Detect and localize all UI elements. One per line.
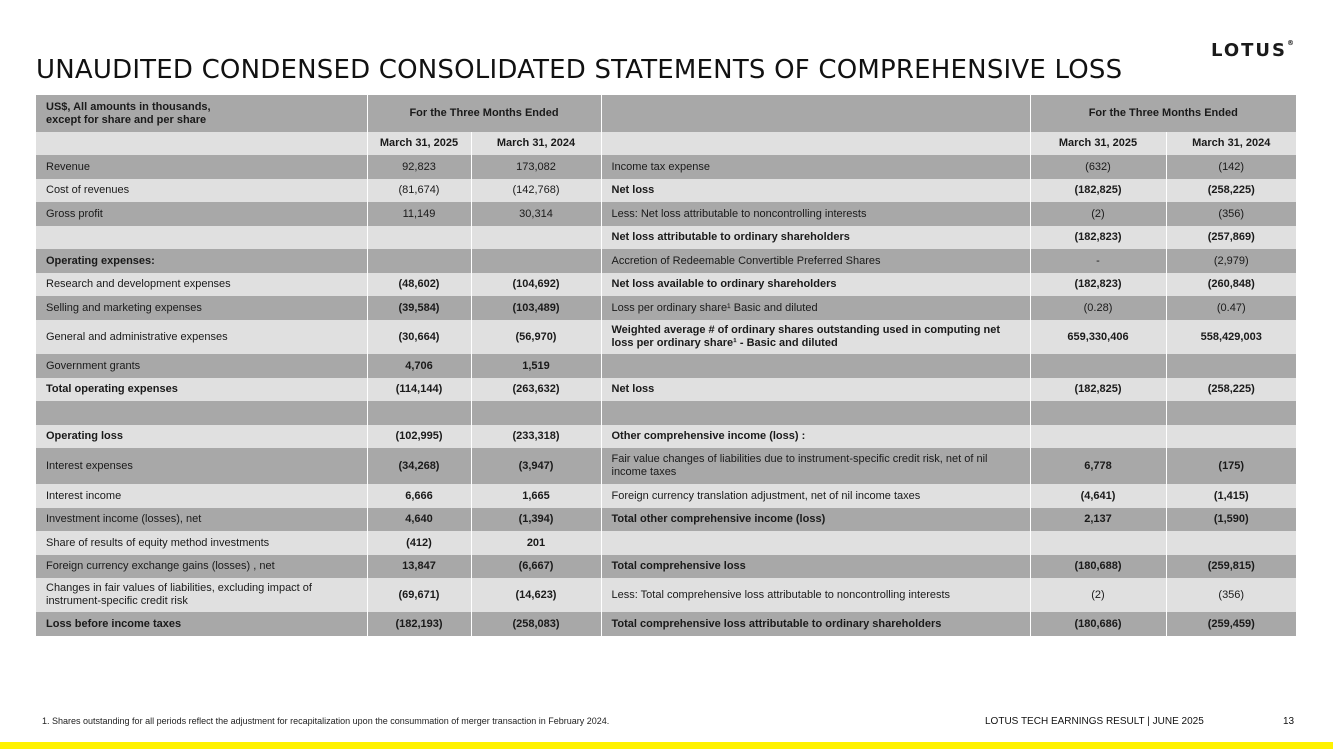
value-left-2025: 4,640 — [367, 508, 471, 531]
value-right-2024: (258,225) — [1166, 378, 1296, 401]
row-label-right: Total comprehensive loss — [601, 555, 1030, 578]
value-right-2025: (182,823) — [1030, 273, 1166, 296]
table-row — [36, 179, 1296, 202]
value-left-2024: (104,692) — [471, 273, 601, 296]
row-label-right: Accretion of Redeemable Convertible Preferred Shares — [601, 249, 1030, 273]
row-label-right: Weighted average # of ordinary shares outstanding used in computing net loss per ordinary share¹ - Basic and diluted — [601, 320, 1030, 354]
row-label-right — [601, 401, 1030, 425]
col-date-right-2025: March 31, 2025 — [1030, 132, 1166, 155]
row-label-right: Fair value changes of liabilities due to instrument-specific credit risk, net of nil income taxes — [601, 448, 1030, 484]
row-label-right: Net loss attributable to ordinary shareholders — [601, 226, 1030, 249]
value-left-2025: 13,847 — [367, 555, 471, 578]
value-right-2024: (0.47) — [1166, 296, 1296, 320]
row-label-left: Share of results of equity method investments — [36, 531, 367, 555]
value-left-2024: (56,970) — [471, 320, 601, 354]
value-right-2025: 2,137 — [1030, 508, 1166, 531]
value-right-2024 — [1166, 531, 1296, 555]
table-row — [36, 378, 1296, 401]
value-left-2024: (1,394) — [471, 508, 601, 531]
value-left-2025: (39,584) — [367, 296, 471, 320]
value-left-2025: (182,193) — [367, 612, 471, 636]
table-row — [36, 425, 1296, 448]
value-left-2024: (258,083) — [471, 612, 601, 636]
value-right-2024: (175) — [1166, 448, 1296, 484]
col-date-right-2024: March 31, 2024 — [1166, 132, 1296, 155]
table-row — [36, 612, 1296, 636]
row-label-right: Income tax expense — [601, 155, 1030, 179]
value-right-2025: (0.28) — [1030, 296, 1166, 320]
accent-bar — [0, 742, 1333, 749]
row-label-right — [601, 531, 1030, 555]
value-left-2024: (6,667) — [471, 555, 601, 578]
value-right-2025: (4,641) — [1030, 484, 1166, 508]
row-label-right: Less: Net loss attributable to noncontrolling interests — [601, 202, 1030, 226]
table-row — [36, 508, 1296, 531]
value-right-2024: (2,979) — [1166, 249, 1296, 273]
row-label-left: Foreign currency exchange gains (losses) , net — [36, 555, 367, 578]
row-label-left — [36, 226, 367, 249]
value-left-2024: (142,768) — [471, 179, 601, 202]
row-label-left: Research and development expenses — [36, 273, 367, 296]
value-left-2024: 201 — [471, 531, 601, 555]
value-left-2025: (30,664) — [367, 320, 471, 354]
value-left-2024: (263,632) — [471, 378, 601, 401]
value-right-2025 — [1030, 354, 1166, 378]
value-right-2025 — [1030, 531, 1166, 555]
value-right-2024: (356) — [1166, 202, 1296, 226]
table-row — [36, 354, 1296, 378]
value-right-2025: (180,686) — [1030, 612, 1166, 636]
table-header-row — [36, 95, 1296, 132]
value-right-2024: (258,225) — [1166, 179, 1296, 202]
value-left-2025: 4,706 — [367, 354, 471, 378]
value-right-2025: (182,823) — [1030, 226, 1166, 249]
value-left-2025 — [367, 401, 471, 425]
statement-rows — [36, 155, 1296, 636]
statement-table — [36, 95, 1296, 636]
value-right-2024: (260,848) — [1166, 273, 1296, 296]
value-right-2024: (356) — [1166, 578, 1296, 612]
value-left-2025: 6,666 — [367, 484, 471, 508]
table-row — [36, 320, 1296, 354]
registered-mark: ® — [1287, 39, 1294, 47]
value-right-2024: (1,590) — [1166, 508, 1296, 531]
value-left-2025: (412) — [367, 531, 471, 555]
value-right-2024 — [1166, 354, 1296, 378]
table-row — [36, 273, 1296, 296]
table-row — [36, 401, 1296, 425]
value-left-2024: (233,318) — [471, 425, 601, 448]
value-left-2024 — [471, 249, 601, 273]
row-label-right: Net loss — [601, 179, 1030, 202]
row-label-left: Selling and marketing expenses — [36, 296, 367, 320]
row-label-right: Other comprehensive income (loss) : — [601, 425, 1030, 448]
lotus-logo: LOTUS® — [1211, 39, 1294, 61]
row-label-right: Loss per ordinary share¹ Basic and diluted — [601, 296, 1030, 320]
value-left-2025: (48,602) — [367, 273, 471, 296]
table-row — [36, 296, 1296, 320]
value-left-2024: 173,082 — [471, 155, 601, 179]
row-label-left: Total operating expenses — [36, 378, 367, 401]
row-label-left: Gross profit — [36, 202, 367, 226]
row-label-left: Interest income — [36, 484, 367, 508]
row-label-left: General and administrative expenses — [36, 320, 367, 354]
row-label-left: Investment income (losses), net — [36, 508, 367, 531]
period-header-right: For the Three Months Ended — [1030, 95, 1296, 132]
row-label-right: Less: Total comprehensive loss attributable to noncontrolling interests — [601, 578, 1030, 612]
row-label-left: Operating expenses: — [36, 249, 367, 273]
footer-label: LOTUS TECH EARNINGS RESULT | JUNE 2025 — [985, 716, 1204, 727]
row-label-right — [601, 354, 1030, 378]
value-right-2025: 659,330,406 — [1030, 320, 1166, 354]
page-title: UNAUDITED CONDENSED CONSOLIDATED STATEMENTS OF COMPREHENSIVE LOSS — [36, 55, 1123, 85]
value-left-2025: (34,268) — [367, 448, 471, 484]
value-left-2025: (102,995) — [367, 425, 471, 448]
footnote: 1. Shares outstanding for all periods reflect the adjustment for recapitalization upon the consummation of merger transaction in February 2024. — [42, 716, 610, 726]
value-right-2025: (632) — [1030, 155, 1166, 179]
value-right-2025 — [1030, 425, 1166, 448]
table-row — [36, 155, 1296, 179]
value-right-2025: (182,825) — [1030, 378, 1166, 401]
value-left-2025 — [367, 226, 471, 249]
value-right-2024: (259,459) — [1166, 612, 1296, 636]
row-label-right: Total other comprehensive income (loss) — [601, 508, 1030, 531]
table-row — [36, 555, 1296, 578]
value-right-2025: (180,688) — [1030, 555, 1166, 578]
units-note: US$, All amounts in thousands, except for share and per share — [36, 95, 367, 132]
value-left-2024: (103,489) — [471, 296, 601, 320]
value-right-2025: (2) — [1030, 578, 1166, 612]
value-left-2024: 30,314 — [471, 202, 601, 226]
value-left-2025: 92,823 — [367, 155, 471, 179]
col-date-left-2025: March 31, 2025 — [367, 132, 471, 155]
row-label-left: Government grants — [36, 354, 367, 378]
value-left-2024: (14,623) — [471, 578, 601, 612]
value-right-2025: (2) — [1030, 202, 1166, 226]
value-right-2025 — [1030, 401, 1166, 425]
value-right-2025: (182,825) — [1030, 179, 1166, 202]
value-right-2025: 6,778 — [1030, 448, 1166, 484]
table-row — [36, 578, 1296, 612]
table-row — [36, 249, 1296, 273]
row-label-left: Interest expenses — [36, 448, 367, 484]
value-left-2025: (81,674) — [367, 179, 471, 202]
value-left-2025: 11,149 — [367, 202, 471, 226]
value-left-2025: (69,671) — [367, 578, 471, 612]
value-right-2024 — [1166, 425, 1296, 448]
table-row — [36, 484, 1296, 508]
col-date-left-2024: March 31, 2024 — [471, 132, 601, 155]
row-label-left: Revenue — [36, 155, 367, 179]
value-left-2024: 1,665 — [471, 484, 601, 508]
row-label-right: Foreign currency translation adjustment, net of nil income taxes — [601, 484, 1030, 508]
value-right-2024: (259,815) — [1166, 555, 1296, 578]
row-label-right: Net loss — [601, 378, 1030, 401]
row-label-left: Cost of revenues — [36, 179, 367, 202]
table-row — [36, 448, 1296, 484]
row-label-left: Changes in fair values of liabilities, excluding impact of instrument-specific credit risk — [36, 578, 367, 612]
value-left-2024 — [471, 226, 601, 249]
table-row — [36, 531, 1296, 555]
row-label-left: Operating loss — [36, 425, 367, 448]
value-left-2024: (3,947) — [471, 448, 601, 484]
value-right-2024: 558,429,003 — [1166, 320, 1296, 354]
row-label-left: Loss before income taxes — [36, 612, 367, 636]
row-label-right: Total comprehensive loss attributable to ordinary shareholders — [601, 612, 1030, 636]
date-header-row — [36, 132, 1296, 155]
value-right-2024: (142) — [1166, 155, 1296, 179]
value-left-2024: 1,519 — [471, 354, 601, 378]
value-left-2025: (114,144) — [367, 378, 471, 401]
period-header-left: For the Three Months Ended — [367, 95, 601, 132]
value-right-2024: (257,869) — [1166, 226, 1296, 249]
table-row — [36, 202, 1296, 226]
value-right-2025: - — [1030, 249, 1166, 273]
row-label-right: Net loss available to ordinary shareholders — [601, 273, 1030, 296]
page-number: 13 — [1283, 716, 1295, 727]
value-right-2024: (1,415) — [1166, 484, 1296, 508]
row-label-left — [36, 401, 367, 425]
value-right-2024 — [1166, 401, 1296, 425]
table-row — [36, 226, 1296, 249]
value-left-2024 — [471, 401, 601, 425]
value-left-2025 — [367, 249, 471, 273]
